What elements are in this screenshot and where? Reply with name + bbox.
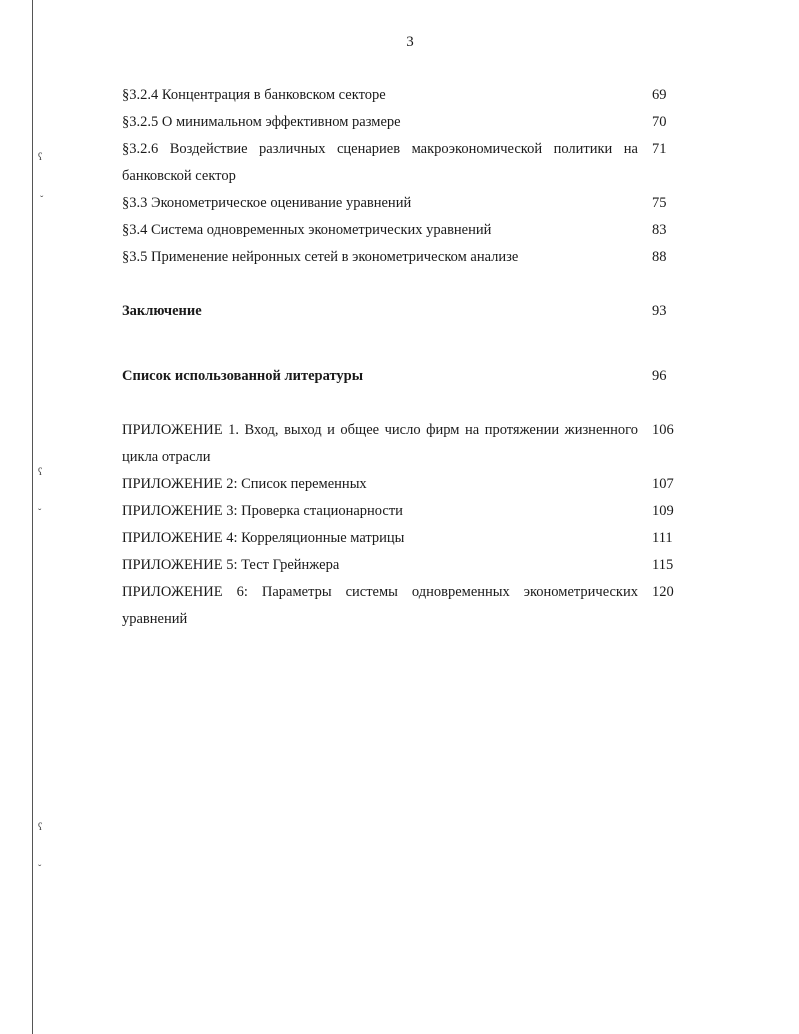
toc-appendix-page: 106: [652, 422, 674, 438]
toc-appendix[interactable]: [122, 417, 688, 471]
page-left-border: [32, 0, 33, 1034]
toc-appendix[interactable]: [122, 525, 688, 552]
toc-entry-page: 70: [652, 114, 667, 130]
toc-entry-title: §3.3 Эконометрическое оценивание уравнений: [122, 195, 412, 211]
scan-mark: ˇ: [40, 195, 44, 206]
scan-mark: ʕ: [38, 822, 43, 833]
toc-references-page: 96: [652, 368, 667, 384]
toc-references[interactable]: [122, 363, 688, 390]
toc-appendix-title: ПРИЛОЖЕНИЕ 4: Корреляционные матрицы: [122, 530, 405, 546]
toc-conclusion-title: Заключение: [122, 303, 202, 319]
toc-appendix-title: ПРИЛОЖЕНИЕ 2: Список переменных: [122, 476, 367, 492]
toc-references-title: Список использованной литературы: [122, 368, 364, 384]
toc-conclusion[interactable]: [122, 298, 688, 325]
toc-entry-page: 88: [652, 249, 667, 265]
toc-entry[interactable]: [122, 217, 688, 244]
toc-appendix-page: 109: [652, 503, 674, 519]
toc-entry[interactable]: [122, 136, 688, 190]
toc-appendix-page: 115: [652, 557, 674, 573]
toc-appendix-title: ПРИЛОЖЕНИЕ 5: Тест Грейнжера: [122, 557, 340, 573]
toc-entry[interactable]: [122, 82, 688, 109]
toc-conclusion-page: 93: [652, 303, 667, 319]
toc-entry-title: §3.2.5 О минимальном эффективном размере: [122, 114, 401, 130]
toc-appendix-title: ПРИЛОЖЕНИЕ 1. Вход, выход и общее число фирм на протяжении жизненного цикла отрасли: [122, 422, 638, 465]
toc-entry-title: §3.5 Применение нейронных сетей в эконометрическом анализе: [122, 249, 519, 265]
toc-appendix-title: ПРИЛОЖЕНИЕ 3: Проверка стационарности: [122, 503, 403, 519]
scan-mark: ˇ: [38, 864, 42, 875]
toc-entry-page: 71: [652, 141, 667, 157]
toc-appendix[interactable]: [122, 498, 688, 525]
toc-entry-title: §3.2.4 Концентрация в банковском секторе: [122, 87, 386, 103]
toc-appendix-page: 111: [652, 530, 673, 546]
scan-mark: ʕ: [38, 152, 43, 163]
toc-entry[interactable]: [122, 190, 688, 217]
toc-appendix-page: 107: [652, 476, 674, 492]
page-number: 3: [406, 34, 414, 50]
toc-entry[interactable]: [122, 244, 688, 271]
toc-entry[interactable]: [122, 109, 688, 136]
toc-entry-page: 83: [652, 222, 667, 238]
table-of-contents: [122, 82, 688, 633]
scan-mark: ʕ: [38, 467, 43, 478]
toc-appendix-title: ПРИЛОЖЕНИЕ 6: Параметры системы одновременных эконометрических уравнений: [122, 584, 638, 627]
toc-entry-page: 69: [652, 87, 667, 103]
toc-appendix[interactable]: [122, 552, 688, 579]
scan-mark: ˇ: [38, 508, 42, 519]
toc-appendix-page: 120: [652, 584, 674, 600]
toc-appendix[interactable]: [122, 579, 688, 633]
toc-entry-page: 75: [652, 195, 667, 211]
toc-entry-title: §3.4 Система одновременных эконометрических уравнений: [122, 222, 492, 238]
toc-appendix[interactable]: [122, 471, 688, 498]
toc-entry-title: §3.2.6 Воздействие различных сценариев макроэкономической политики на банковской сектор: [122, 141, 638, 184]
